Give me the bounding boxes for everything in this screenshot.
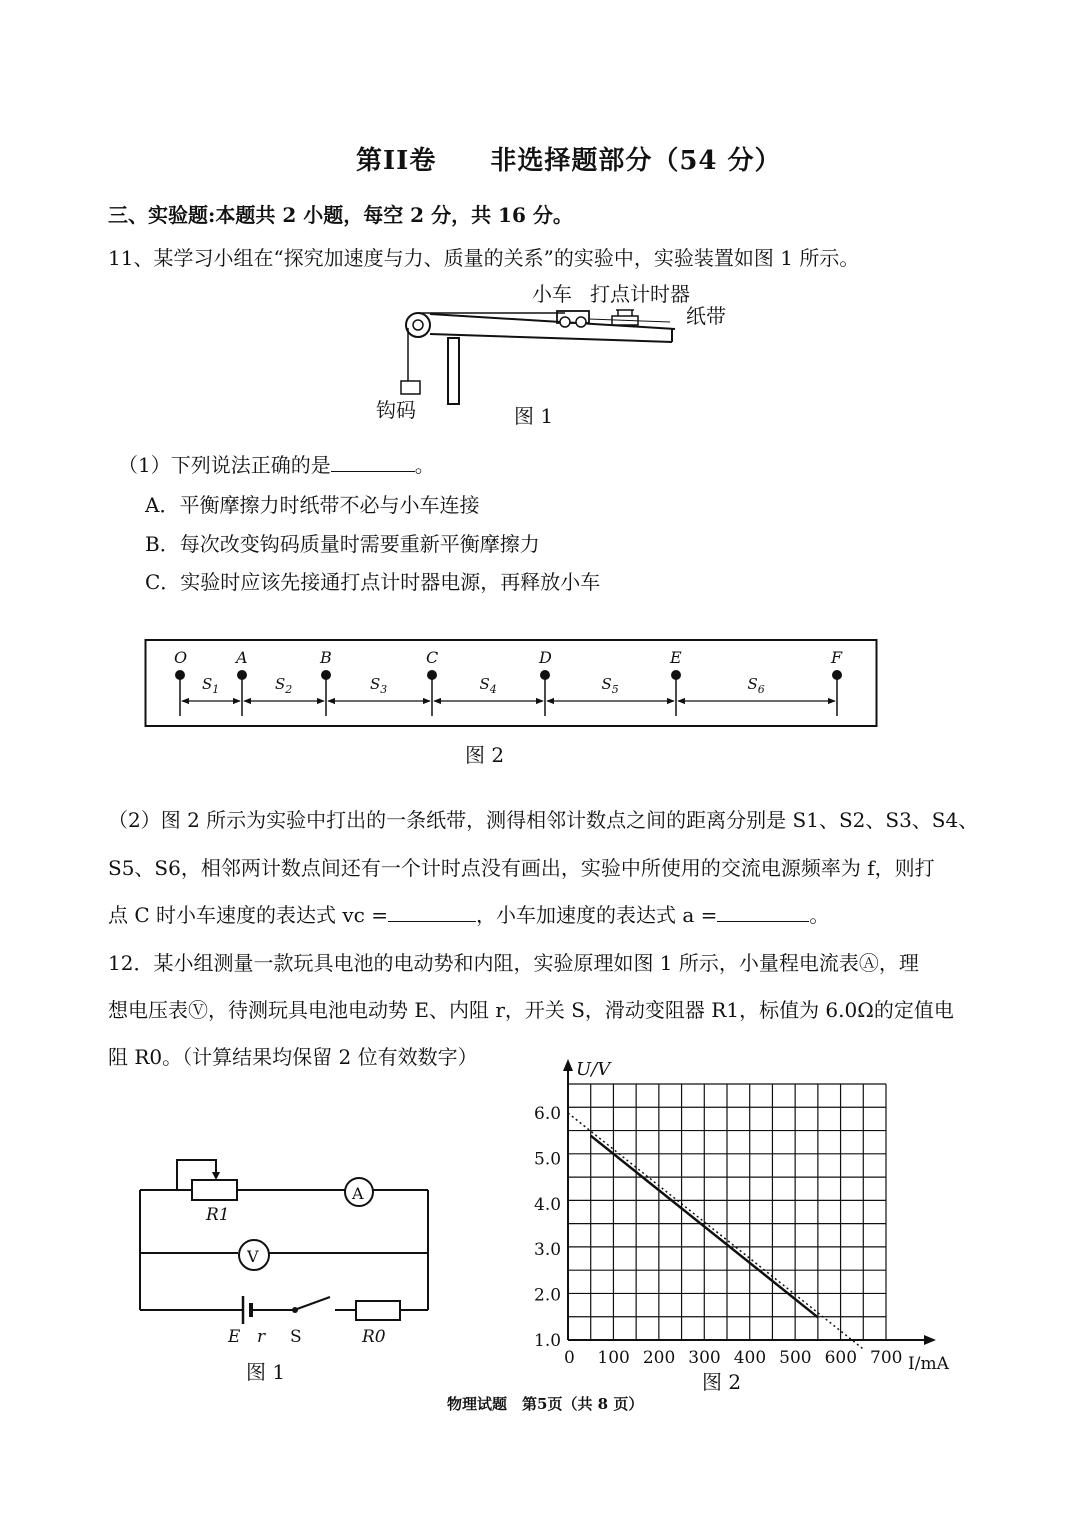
tape-point-label: E xyxy=(670,648,682,667)
r1-label: R1 xyxy=(206,1205,230,1225)
q12-line1: 12．某小组测量一款玩具电池的电动势和内阻，实验原理如图 1 所示，小量程电流表Ⓐ，理 xyxy=(108,951,919,975)
tape-point-label: O xyxy=(174,648,188,667)
x-tick-label: 200 xyxy=(642,1348,676,1368)
e-label: E xyxy=(228,1327,241,1347)
tape-point-label: B xyxy=(320,648,332,667)
label-tape: 纸带 xyxy=(686,304,726,328)
circuit-diagram xyxy=(130,1150,440,1350)
rheostat-r1 xyxy=(192,1180,237,1200)
y-tick-label: 2.0 xyxy=(534,1285,562,1306)
resistor-r0 xyxy=(356,1301,400,1320)
x-tick-label: 600 xyxy=(824,1348,858,1368)
q12-line2: 想电压表Ⓥ，待测玩具电池电动势 E、内阻 r，开关 S，滑动变阻器 R1，标值为 6.0Ω的定值电 xyxy=(108,998,954,1022)
option-a: A．平衡摩擦力时纸带不必与小车连接 xyxy=(145,493,480,517)
x-axis-label: I/mA xyxy=(908,1354,949,1374)
tape-segment-label: $S_4$ xyxy=(479,675,497,696)
q11-stem: 11、某学习小组在“探究加速度与力、质量的关系”的实验中，实验装置如图 1 所示。 xyxy=(108,246,860,270)
answer-blank-a[interactable] xyxy=(717,903,809,922)
label-timer: 打点计时器 xyxy=(590,282,690,306)
y-tick-label: 3.0 xyxy=(534,1240,562,1261)
option-b: B．每次改变钩码质量时需要重新平衡摩擦力 xyxy=(145,532,540,556)
circuit-caption: 图 1 xyxy=(246,1360,286,1384)
answer-blank-1[interactable] xyxy=(331,453,415,472)
tape-point-label: C xyxy=(426,648,439,667)
graph-grid xyxy=(563,1059,936,1345)
q11-part2-line1: （2）图 2 所示为实验中打出的一条纸带，测得相邻计数点之间的距离分别是 S1、S2、S3、S4、 xyxy=(108,808,979,832)
x-tick-label: 400 xyxy=(733,1348,767,1368)
weight-block xyxy=(401,381,420,394)
tape-segment-label: $S_5$ xyxy=(601,675,619,696)
y-tick-label: 1.0 xyxy=(534,1331,562,1351)
q11-part1-prompt: （1）下列说法正确的是 xyxy=(118,453,331,477)
r-label: r xyxy=(257,1327,266,1347)
page-title: 第II卷 非选择题部分（54 分） xyxy=(356,146,782,176)
graph-caption: 图 2 xyxy=(702,1370,742,1394)
ammeter-label: A xyxy=(352,1184,364,1203)
fig1-caption: 图 1 xyxy=(514,404,554,428)
label-cart: 小车 xyxy=(532,282,572,306)
s-label: S xyxy=(290,1327,302,1347)
y-axis-label: U/V xyxy=(576,1059,611,1080)
tape-point-label: A xyxy=(236,648,248,667)
tape-segment-label: $S_1$ xyxy=(202,675,220,696)
x-tick-label: 100 xyxy=(597,1348,630,1368)
r0-label: R0 xyxy=(362,1327,386,1347)
tape-point-label: F xyxy=(831,648,843,667)
x-tick-label: 700 xyxy=(870,1348,903,1368)
tape-point-label: D xyxy=(539,648,552,667)
option-c: C．实验时应该先接通打点计时器电源，再释放小车 xyxy=(145,570,601,594)
tape-figure xyxy=(144,638,879,730)
answer-blank-vc[interactable] xyxy=(388,903,476,922)
u-i-graph xyxy=(520,1055,960,1375)
q11-part1: （1）下列说法正确的是 。 xyxy=(118,453,435,477)
tape-segment-label: $S_6$ xyxy=(747,675,765,696)
y-tick-label: 4.0 xyxy=(534,1194,562,1215)
x-tick-label: 500 xyxy=(779,1348,812,1368)
fit-line-dotted xyxy=(568,1113,863,1349)
label-weight: 钩码 xyxy=(376,398,416,422)
y-tick-label: 5.0 xyxy=(534,1149,562,1170)
y-tick-label: 6.0 xyxy=(534,1104,562,1124)
section-heading: 三、实验题:本题共 2 小题，每空 2 分，共 16 分。 xyxy=(108,203,573,227)
x-tick-label: 0 xyxy=(564,1348,575,1368)
q12-line3: 阻 R0。（计算结果均保留 2 位有效数字） xyxy=(108,1045,478,1069)
x-tick-label: 300 xyxy=(688,1348,721,1368)
q11-part2-line3: 点 C 时小车速度的表达式 vc = ，小车加速度的表达式 a = 。 xyxy=(108,903,830,927)
switch[interactable] xyxy=(297,1297,330,1309)
voltmeter-label: V xyxy=(247,1247,259,1266)
q11-part2-line2: S5、S6，相邻两计数点间还有一个计时点没有画出，实验中所使用的交流电源频率为 f，则打 xyxy=(108,856,935,880)
tape-segment-label: $S_3$ xyxy=(370,675,388,696)
page-footer: 物理试题 第5页（共 8 页） xyxy=(447,1395,644,1413)
tape-segment-label: $S_2$ xyxy=(275,675,293,696)
fig2-caption: 图 2 xyxy=(465,743,505,767)
